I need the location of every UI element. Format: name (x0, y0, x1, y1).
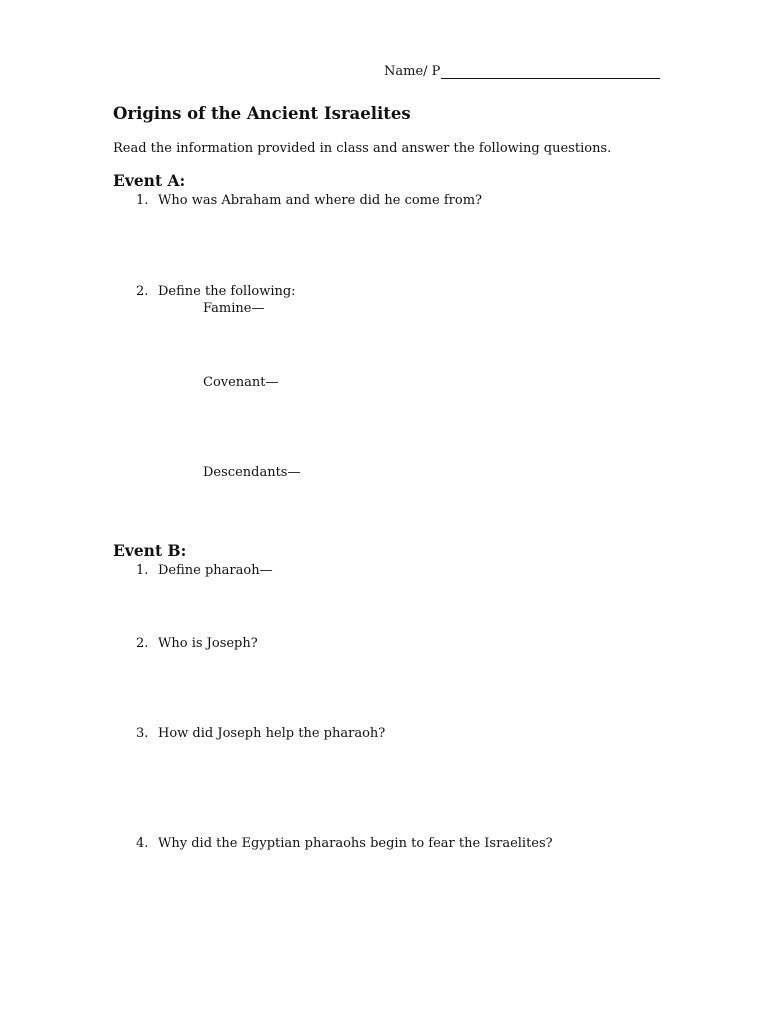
question-number: 4. (136, 836, 149, 851)
event-b-heading: Event B: (113, 541, 187, 560)
term-covenant: Covenant— (203, 375, 279, 390)
event-a-question-1 (136, 193, 482, 208)
question-text: Who is Joseph? (158, 636, 258, 651)
term-famine: Famine— (203, 301, 265, 316)
question-text: Define the following: (158, 284, 296, 299)
question-text: Define pharaoh— (158, 563, 273, 578)
question-text: Why did the Egyptian pharaohs begin to fear the Israelites? (158, 836, 553, 851)
event-b-question-2 (136, 636, 258, 651)
term-descendants: Descendants— (203, 465, 301, 480)
event-a-heading: Event A: (113, 171, 186, 190)
question-number: 2. (136, 284, 149, 299)
name-period-label: Name/ P (384, 64, 441, 79)
event-b-question-3 (136, 726, 385, 741)
question-number: 1. (136, 193, 149, 208)
worksheet-title: Origins of the Ancient Israelites (113, 104, 411, 123)
event-b-question-4 (136, 836, 553, 851)
question-number: 1. (136, 563, 149, 578)
name-period-field (384, 64, 660, 79)
question-number: 3. (136, 726, 149, 741)
event-a-question-2 (136, 284, 296, 299)
instructions-text: Read the information provided in class and answer the following questions. (113, 141, 612, 156)
name-blank-line[interactable] (441, 64, 660, 79)
question-number: 2. (136, 636, 149, 651)
event-b-question-1 (136, 563, 273, 578)
question-text: Who was Abraham and where did he come from? (158, 193, 482, 208)
question-text: How did Joseph help the pharaoh? (158, 726, 386, 741)
